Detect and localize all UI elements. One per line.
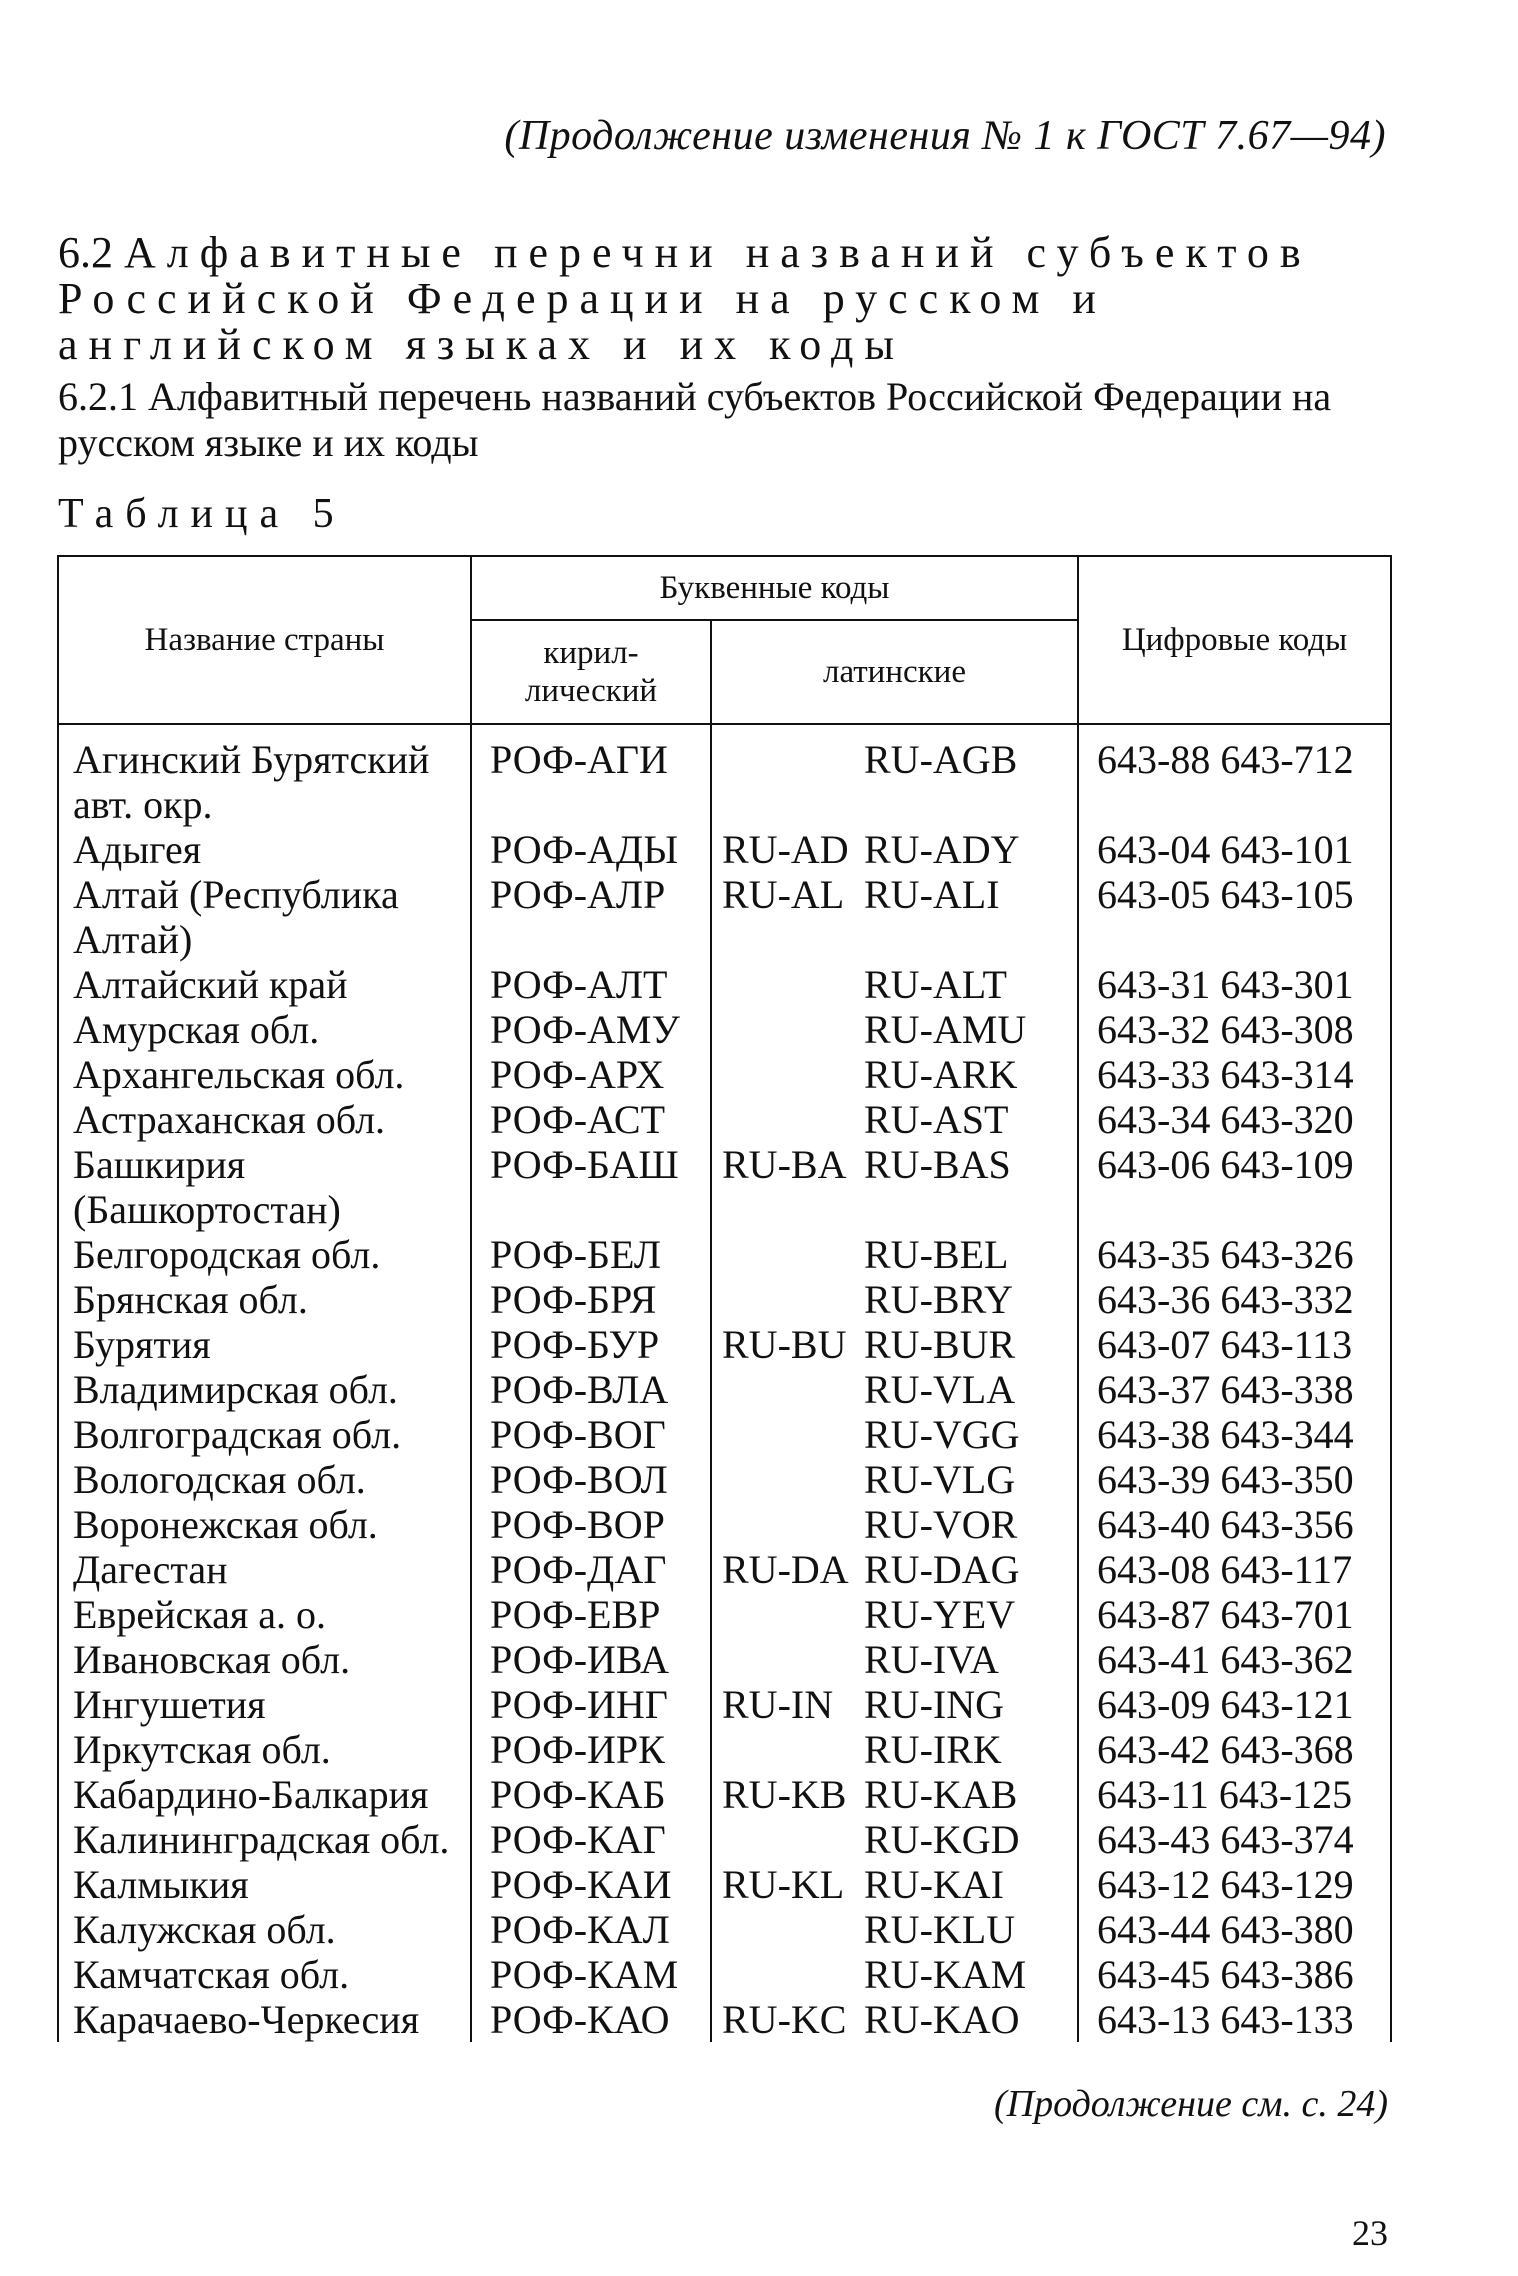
table-row — [58, 1232, 1391, 1277]
region-name: Алтайский край — [58, 962, 471, 1007]
latin-codes — [711, 1097, 1078, 1142]
table-row — [58, 1322, 1391, 1367]
latin-codes — [711, 1502, 1078, 1547]
table-row — [58, 1997, 1391, 2042]
latin-code-short: RU-AL — [722, 872, 845, 917]
digital-codes: 643-35 643-326 — [1078, 1232, 1391, 1277]
latin-code-long: RU-VOR — [864, 1502, 1018, 1547]
digital-codes: 643-31 643-301 — [1078, 962, 1391, 1007]
latin-codes — [711, 1952, 1078, 1997]
latin-code-short: RU-KC — [722, 1997, 847, 2042]
latin-codes — [711, 1592, 1078, 1637]
latin-code-long: RU-AMU — [864, 1007, 1027, 1052]
region-name: Карачаево-Черкесия — [58, 1997, 471, 2042]
table-row — [58, 1052, 1391, 1097]
table-row — [58, 1817, 1391, 1862]
region-name: Белгородская обл. — [58, 1232, 471, 1277]
table-row — [58, 1412, 1391, 1457]
cyrillic-code: РОФ-БЕЛ — [471, 1232, 711, 1277]
region-name: Воронежская обл. — [58, 1502, 471, 1547]
table-row — [58, 1007, 1391, 1052]
digital-codes: 643-06 643-109 — [1078, 1142, 1391, 1232]
header-digital-codes: Цифровые коды — [1078, 556, 1391, 724]
region-name: Дагестан — [58, 1547, 471, 1592]
table-row — [58, 1367, 1391, 1412]
region-name: Астраханская обл. — [58, 1097, 471, 1142]
latin-code-long: RU-KAO — [864, 1997, 1020, 2042]
latin-code-long: RU-VLG — [864, 1457, 1016, 1502]
section-number: 6.2 — [58, 228, 113, 277]
section-heading — [58, 230, 1388, 368]
digital-codes: 643-07 643-113 — [1078, 1322, 1391, 1367]
digital-codes: 643-37 643-338 — [1078, 1367, 1391, 1412]
latin-code-long: RU-IVA — [864, 1637, 999, 1682]
cyrillic-code: РОФ-КАИ — [471, 1862, 711, 1907]
header-cyrillic: кирил-лический — [471, 620, 711, 724]
digital-codes: 643-05 643-105 — [1078, 872, 1391, 962]
latin-code-short: RU-IN — [722, 1682, 834, 1727]
cyrillic-code: РОФ-ВОР — [471, 1502, 711, 1547]
cyrillic-code: РОФ-АРХ — [471, 1052, 711, 1097]
digital-codes: 643-11 643-125 — [1078, 1772, 1391, 1817]
digital-codes: 643-08 643-117 — [1078, 1547, 1391, 1592]
region-name: Калининградская обл. — [58, 1817, 471, 1862]
latin-code-short: RU-KB — [722, 1772, 847, 1817]
latin-codes — [711, 1232, 1078, 1277]
cyrillic-code: РОФ-ИРК — [471, 1727, 711, 1772]
region-name: Волгоградская обл. — [58, 1412, 471, 1457]
region-codes-table — [57, 555, 1392, 2042]
region-name: Вологодская обл. — [58, 1457, 471, 1502]
table-row — [58, 872, 1391, 962]
cyrillic-code: РОФ-БРЯ — [471, 1277, 711, 1322]
table-row — [58, 1952, 1391, 1997]
latin-code-short: RU-DA — [722, 1547, 849, 1592]
table-row — [58, 1547, 1391, 1592]
table-row — [58, 1682, 1391, 1727]
region-name: Ингушетия — [58, 1682, 471, 1727]
latin-codes — [711, 1142, 1078, 1232]
digital-codes: 643-04 643-101 — [1078, 827, 1391, 872]
header-letter-codes: Буквенные коды — [471, 556, 1078, 620]
header-name: Название страны — [58, 556, 471, 724]
cyrillic-code: РОФ-КАМ — [471, 1952, 711, 1997]
region-name: Архангельская обл. — [58, 1052, 471, 1097]
document-header: (Продолжение изменения № 1 к ГОСТ 7.67—94) — [504, 113, 1386, 159]
cyrillic-code: РОФ-АГИ — [471, 737, 711, 827]
latin-codes — [711, 1637, 1078, 1682]
cyrillic-code: РОФ-АМУ — [471, 1007, 711, 1052]
latin-code-long: RU-KAI — [864, 1862, 1004, 1907]
table-row — [58, 1637, 1391, 1682]
digital-codes: 643-38 643-344 — [1078, 1412, 1391, 1457]
latin-code-long: RU-AGB — [864, 737, 1018, 782]
latin-codes — [711, 1547, 1078, 1592]
cyrillic-code: РОФ-БУР — [471, 1322, 711, 1367]
region-name: Иркутская обл. — [58, 1727, 471, 1772]
digital-codes: 643-43 643-374 — [1078, 1817, 1391, 1862]
latin-code-short: RU-BU — [722, 1322, 847, 1367]
region-name: Камчатская обл. — [58, 1952, 471, 1997]
table-row — [58, 737, 1391, 827]
digital-codes: 643-33 643-314 — [1078, 1052, 1391, 1097]
latin-code-long: RU-KAM — [864, 1952, 1027, 1997]
continuation-note: (Продолжение см. с. 24) — [993, 2083, 1388, 2125]
header-latin: латинские — [711, 620, 1078, 724]
latin-code-long: RU-BAS — [864, 1142, 1011, 1187]
latin-code-long: RU-BEL — [864, 1232, 1009, 1277]
region-name: Кабардино-Балкария — [58, 1772, 471, 1817]
cyrillic-code: РОФ-АСТ — [471, 1097, 711, 1142]
region-name: Бурятия — [58, 1322, 471, 1367]
digital-codes: 643-40 643-356 — [1078, 1502, 1391, 1547]
table-row — [58, 1592, 1391, 1637]
region-name: Башкирия (Башкортостан) — [58, 1142, 471, 1232]
latin-codes — [711, 1727, 1078, 1772]
latin-code-long: RU-VGG — [864, 1412, 1020, 1457]
latin-code-long: RU-ARK — [864, 1052, 1018, 1097]
digital-codes: 643-41 643-362 — [1078, 1637, 1391, 1682]
latin-codes — [711, 1457, 1078, 1502]
table-row — [58, 1772, 1391, 1817]
cyrillic-code: РОФ-ВОГ — [471, 1412, 711, 1457]
digital-codes: 643-88 643-712 — [1078, 737, 1391, 827]
latin-codes — [711, 1412, 1078, 1457]
region-name: Владимирская обл. — [58, 1367, 471, 1412]
latin-code-long: RU-AST — [864, 1097, 1009, 1142]
cyrillic-code: РОФ-ДАГ — [471, 1547, 711, 1592]
latin-code-long: RU-ALI — [864, 872, 1000, 917]
latin-codes — [711, 1772, 1078, 1817]
page-number: 23 — [1352, 2213, 1388, 2253]
digital-codes: 643-39 643-350 — [1078, 1457, 1391, 1502]
cyrillic-code: РОФ-ВОЛ — [471, 1457, 711, 1502]
table-row — [58, 1907, 1391, 1952]
digital-codes: 643-42 643-368 — [1078, 1727, 1391, 1772]
latin-codes — [711, 872, 1078, 962]
latin-codes — [711, 1052, 1078, 1097]
latin-codes — [711, 962, 1078, 1007]
latin-code-long: RU-ADY — [864, 827, 1020, 872]
latin-code-long: RU-VLA — [864, 1367, 1016, 1412]
region-name: Амурская обл. — [58, 1007, 471, 1052]
digital-codes: 643-32 643-308 — [1078, 1007, 1391, 1052]
table-row — [58, 1277, 1391, 1322]
latin-codes — [711, 1277, 1078, 1322]
table-row — [58, 962, 1391, 1007]
region-name: Ивановская обл. — [58, 1637, 471, 1682]
region-name: Агинский Бурятский авт. окр. — [58, 737, 471, 827]
cyrillic-code: РОФ-КАГ — [471, 1817, 711, 1862]
latin-codes — [711, 1007, 1078, 1052]
latin-code-long: RU-YEV — [864, 1592, 1016, 1637]
latin-code-long: RU-KGD — [864, 1817, 1020, 1862]
digital-codes: 643-34 643-320 — [1078, 1097, 1391, 1142]
table-row — [58, 1142, 1391, 1232]
table-row — [58, 827, 1391, 872]
latin-code-long: RU-BRY — [864, 1277, 1013, 1322]
latin-codes — [711, 827, 1078, 872]
cyrillic-code: РОФ-ЕВР — [471, 1592, 711, 1637]
cyrillic-code: РОФ-АЛР — [471, 872, 711, 962]
latin-code-long: RU-ALT — [864, 962, 1007, 1007]
latin-codes — [711, 1907, 1078, 1952]
region-name: Брянская обл. — [58, 1277, 471, 1322]
digital-codes: 643-45 643-386 — [1078, 1952, 1391, 1997]
table-caption: Таблица 5 — [58, 491, 346, 537]
latin-codes — [711, 1997, 1078, 2042]
table-row — [58, 1862, 1391, 1907]
region-name: Алтай (Республика Алтай) — [58, 872, 471, 962]
cyrillic-code: РОФ-АЛТ — [471, 962, 711, 1007]
latin-code-long: RU-KAB — [864, 1772, 1018, 1817]
latin-codes — [711, 1817, 1078, 1862]
cyrillic-code: РОФ-ИВА — [471, 1637, 711, 1682]
table-row — [58, 1502, 1391, 1547]
table-row — [58, 1727, 1391, 1772]
cyrillic-code: РОФ-КАБ — [471, 1772, 711, 1817]
latin-codes — [711, 1367, 1078, 1412]
latin-code-short: RU-KL — [722, 1862, 845, 1907]
latin-code-long: RU-ING — [864, 1682, 1004, 1727]
cyrillic-code: РОФ-ВЛА — [471, 1367, 711, 1412]
subsection-heading: 6.2.1 Алфавитный перечень названий субъектов Российской Федерации на русском языке и их коды — [58, 374, 1332, 465]
region-name: Адыгея — [58, 827, 471, 872]
latin-code-short: RU-BA — [722, 1142, 847, 1187]
cyrillic-code: РОФ-КАО — [471, 1997, 711, 2042]
digital-codes: 643-12 643-129 — [1078, 1862, 1391, 1907]
digital-codes: 643-44 643-380 — [1078, 1907, 1391, 1952]
region-name: Еврейская а. о. — [58, 1592, 471, 1637]
latin-codes — [711, 1862, 1078, 1907]
latin-code-long: RU-KLU — [864, 1907, 1016, 1952]
cyrillic-code: РОФ-ИНГ — [471, 1682, 711, 1727]
digital-codes: 643-13 643-133 — [1078, 1997, 1391, 2042]
cyrillic-code: РОФ-КАЛ — [471, 1907, 711, 1952]
table-row — [58, 1097, 1391, 1142]
region-name: Калмыкия — [58, 1862, 471, 1907]
latin-code-long: RU-BUR — [864, 1322, 1016, 1367]
latin-codes — [711, 1682, 1078, 1727]
cyrillic-code: РОФ-БАШ — [471, 1142, 711, 1232]
cyrillic-code: РОФ-АДЫ — [471, 827, 711, 872]
table-row — [58, 1457, 1391, 1502]
table-body — [58, 737, 1391, 2042]
latin-code-long: RU-IRK — [864, 1727, 1002, 1772]
latin-code-short: RU-AD — [722, 827, 849, 872]
latin-codes — [711, 737, 1078, 827]
digital-codes: 643-36 643-332 — [1078, 1277, 1391, 1322]
section-title: Алфавитные перечни названий субъектов Российской Федерации на русском и английском языках и их коды — [58, 228, 1312, 369]
region-name: Калужская обл. — [58, 1907, 471, 1952]
latin-code-long: RU-DAG — [864, 1547, 1020, 1592]
digital-codes: 643-09 643-121 — [1078, 1682, 1391, 1727]
digital-codes: 643-87 643-701 — [1078, 1592, 1391, 1637]
latin-codes — [711, 1322, 1078, 1367]
